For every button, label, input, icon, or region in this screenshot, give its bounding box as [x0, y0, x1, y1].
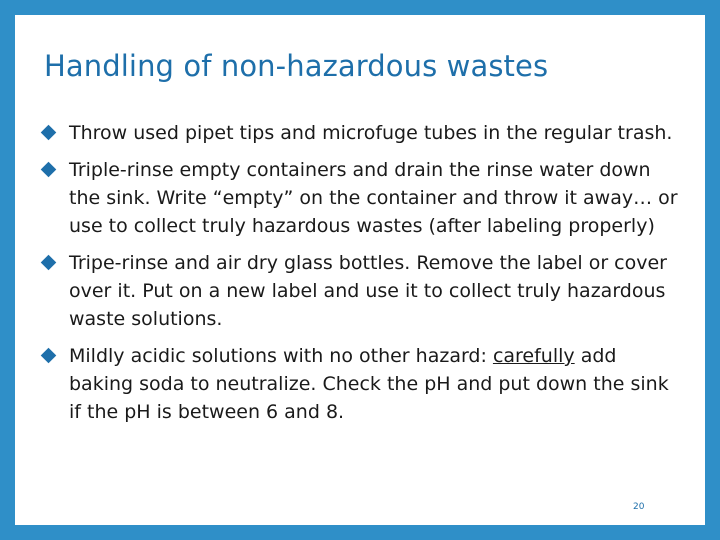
bullet-text-pre: Mildly acidic solutions with no other hazard:: [69, 345, 493, 367]
bullet-text-post: add baking soda to neutralize. Check the pH and put down the sink if the pH is between 6 and 8.: [69, 345, 669, 423]
slide-title: Handling of non-hazardous wastes: [44, 49, 549, 83]
bullet-text-emphasis: carefully: [492, 345, 575, 367]
bullet-text: Throw used pipet tips and microfuge tubes in the regular trash.: [69, 122, 673, 144]
page-number: 20: [633, 502, 645, 512]
bullet-item: [41, 156, 681, 240]
diamond-bullet-icon: [41, 348, 57, 364]
bullet-item: [41, 249, 681, 333]
diamond-bullet-icon: [41, 125, 57, 141]
bullet-item: [41, 342, 681, 426]
bullet-item: [41, 119, 681, 147]
diamond-bullet-icon: [41, 162, 57, 178]
slide: [15, 15, 705, 525]
diamond-bullet-icon: [41, 255, 57, 271]
bullet-text: Tripe-rinse and air dry glass bottles. Remove the label or cover over it. Put on a new label and use it to collect truly hazardous waste solutions.: [69, 252, 667, 330]
bullet-text: Triple-rinse empty containers and drain the rinse water down the sink. Write “empty” on the container and throw it away… or use to collect truly hazardous wastes (after labeling properly): [69, 159, 678, 237]
bullet-list: [41, 119, 681, 435]
